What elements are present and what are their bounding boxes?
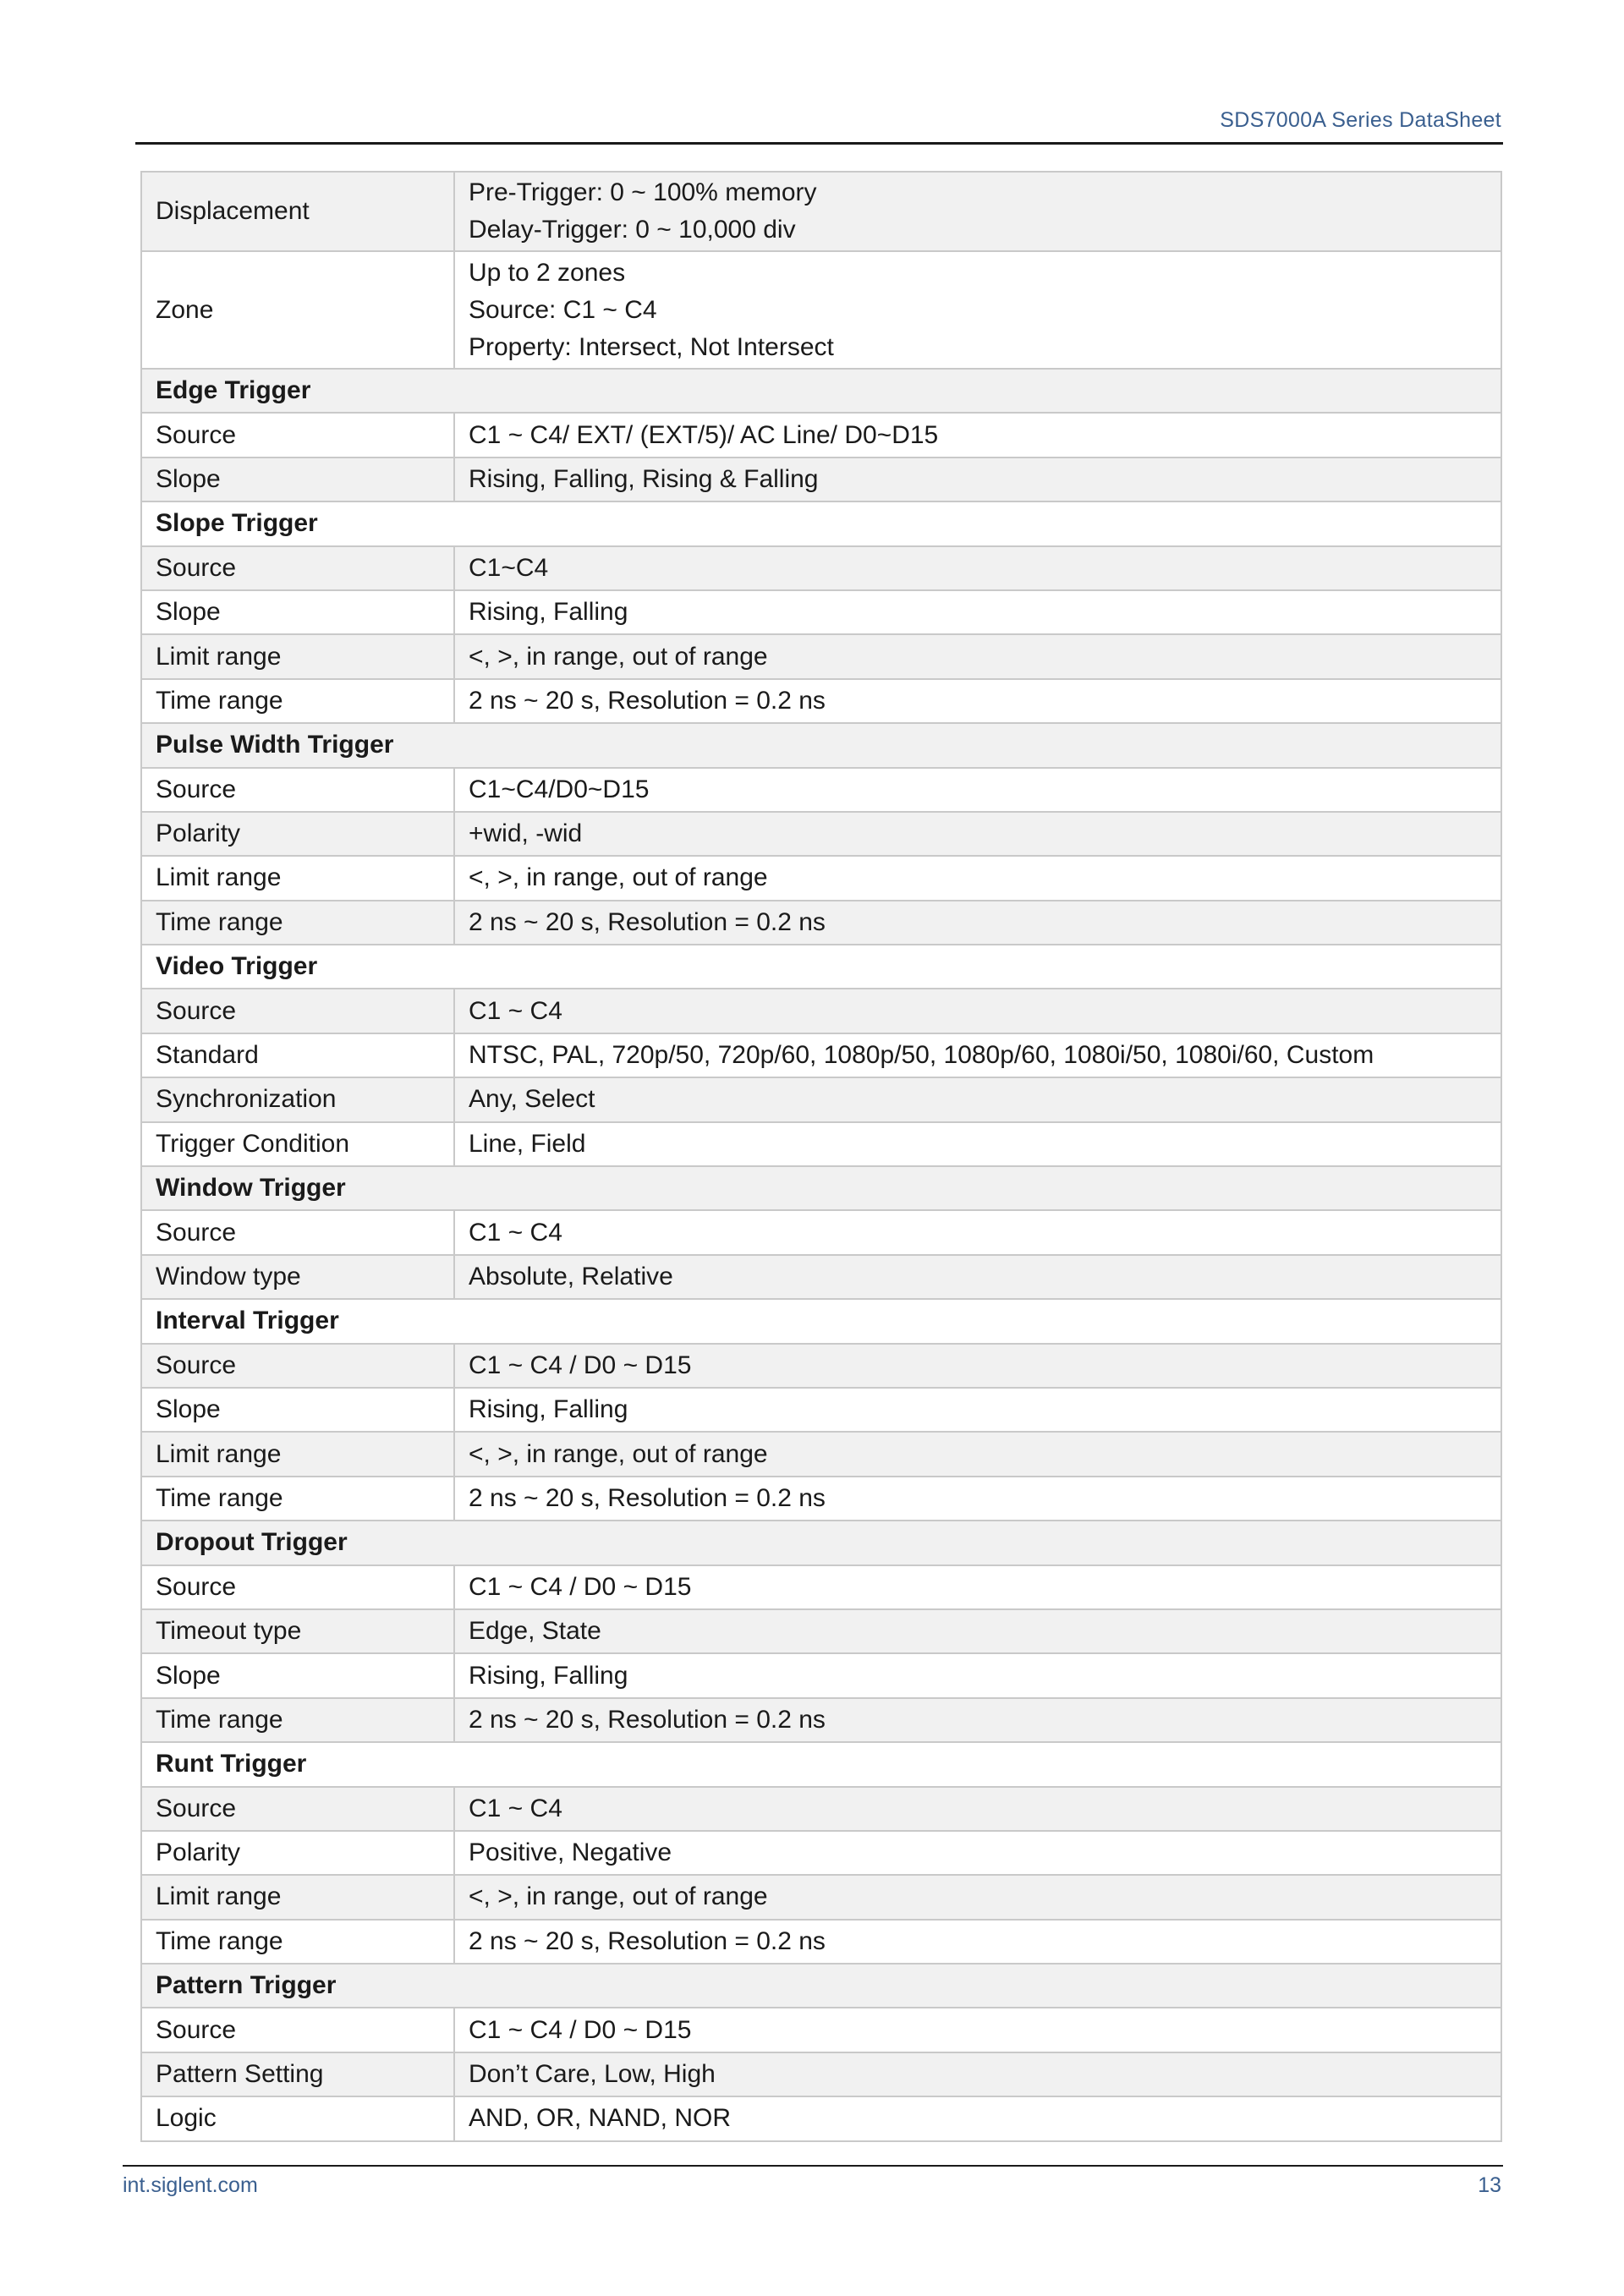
spec-value-cell <box>454 1875 1501 1919</box>
spec-label: Source <box>141 2008 454 2052</box>
spec-row <box>141 1787 1501 1831</box>
spec-value-cell <box>454 1122 1501 1166</box>
spec-value: 2 ns ~ 20 s, Resolution = 0.2 ns <box>469 686 826 715</box>
spec-value: Property: Intersect, Not Intersect <box>469 332 834 361</box>
spec-value-cell <box>454 812 1501 856</box>
spec-value: Line, Field <box>469 1129 586 1158</box>
spec-value-cell <box>454 856 1501 900</box>
spec-value: Up to 2 zones <box>469 258 626 287</box>
spec-row <box>141 1344 1501 1388</box>
spec-label: Limit range <box>141 1875 454 1919</box>
spec-value-cell <box>454 1077 1501 1121</box>
spec-row <box>141 1432 1501 1476</box>
spec-value-cell <box>454 251 1501 369</box>
spec-value: C1~C4/D0~D15 <box>469 775 650 803</box>
spec-value: Positive, Negative <box>469 1838 672 1867</box>
spec-value: Don’t Care, Low, High <box>469 2060 716 2089</box>
spec-table-body <box>141 172 1501 2141</box>
spec-value: AND, OR, NAND, NOR <box>469 2104 732 2133</box>
spec-value-cell <box>454 1609 1501 1653</box>
spec-row <box>141 679 1501 723</box>
spec-row <box>141 413 1501 457</box>
spec-value: <, >, in range, out of range <box>469 1439 768 1468</box>
spec-label: Standard <box>141 1033 454 1077</box>
spec-row <box>141 2052 1501 2096</box>
spec-row <box>141 1698 1501 1742</box>
spec-row <box>141 1653 1501 1697</box>
trigger-spec-table <box>140 171 1502 2142</box>
spec-value: C1 ~ C4 / D0 ~ D15 <box>469 1351 692 1379</box>
spec-value-cell <box>454 1653 1501 1697</box>
spec-value-cell <box>454 413 1501 457</box>
spec-value-cell <box>454 1033 1501 1077</box>
spec-row <box>141 2008 1501 2052</box>
spec-value: Pre-Trigger: 0 ~ 100% memory <box>469 178 817 206</box>
section-title: Dropout Trigger <box>141 1521 1501 1564</box>
spec-label: Time range <box>141 901 454 945</box>
section-header-row <box>141 1166 1501 1210</box>
spec-value-cell <box>454 2052 1501 2096</box>
section-header-row <box>141 369 1501 413</box>
spec-value-cell <box>454 1255 1501 1299</box>
spec-value: Absolute, Relative <box>469 1263 673 1290</box>
spec-row <box>141 458 1501 501</box>
spec-value-cell <box>454 546 1501 590</box>
spec-label: Synchronization <box>141 1077 454 1121</box>
section-header-row <box>141 1521 1501 1564</box>
spec-row <box>141 1388 1501 1432</box>
section-title: Video Trigger <box>141 945 1501 989</box>
spec-value: <, >, in range, out of range <box>469 863 768 892</box>
spec-row <box>141 812 1501 856</box>
spec-row <box>141 1210 1501 1254</box>
spec-value: C1~C4 <box>469 553 549 582</box>
spec-value-cell <box>454 1344 1501 1388</box>
spec-label: Timeout type <box>141 1609 454 1653</box>
footer-website-link[interactable]: int.siglent.com <box>123 2173 258 2197</box>
spec-value: NTSC, PAL, 720p/50, 720p/60, 1080p/50, 1080p/60, 1080i/50, 1080i/60, Custom <box>469 1041 1374 1070</box>
spec-row <box>141 1831 1501 1875</box>
spec-value: Rising, Falling, Rising & Falling <box>469 464 819 493</box>
spec-value-cell <box>454 1698 1501 1742</box>
spec-value-cell <box>454 1831 1501 1875</box>
spec-value-cell <box>454 1388 1501 1432</box>
spec-label: Limit range <box>141 856 454 900</box>
spec-value-cell <box>454 1210 1501 1254</box>
spec-value: C1 ~ C4 / D0 ~ D15 <box>469 1572 692 1601</box>
header-divider <box>135 142 1503 145</box>
section-title: Pulse Width Trigger <box>141 723 1501 767</box>
section-title: Pattern Trigger <box>141 1964 1501 2008</box>
spec-value: Rising, Falling <box>469 1661 628 1690</box>
spec-row <box>141 989 1501 1033</box>
spec-row <box>141 1875 1501 1919</box>
page-number: 13 <box>1478 2173 1501 2197</box>
section-header-row <box>141 1299 1501 1343</box>
spec-label: Source <box>141 768 454 812</box>
spec-row <box>141 546 1501 590</box>
spec-value-cell <box>454 989 1501 1033</box>
spec-value-cell <box>454 634 1501 678</box>
section-header-row <box>141 501 1501 545</box>
section-header-row <box>141 1742 1501 1786</box>
spec-value: C1 ~ C4 <box>469 1794 562 1822</box>
spec-value-cell <box>454 679 1501 723</box>
spec-label: Source <box>141 1210 454 1254</box>
spec-label: Polarity <box>141 812 454 856</box>
spec-label: Time range <box>141 1477 454 1521</box>
spec-value: <, >, in range, out of range <box>469 1882 768 1911</box>
spec-value-cell <box>454 2096 1501 2140</box>
spec-label: Slope <box>141 458 454 501</box>
spec-label: Time range <box>141 1698 454 1742</box>
spec-row <box>141 1033 1501 1077</box>
spec-row <box>141 1477 1501 1521</box>
section-title: Edge Trigger <box>141 369 1501 413</box>
spec-row <box>141 251 1501 369</box>
spec-value: 2 ns ~ 20 s, Resolution = 0.2 ns <box>469 1483 826 1512</box>
spec-value: Rising, Falling <box>469 1395 628 1424</box>
spec-label: Slope <box>141 590 454 634</box>
spec-label: Trigger Condition <box>141 1122 454 1166</box>
spec-value-cell <box>454 768 1501 812</box>
spec-label: Limit range <box>141 1432 454 1476</box>
spec-value-cell <box>454 1565 1501 1609</box>
spec-value-cell <box>454 458 1501 501</box>
section-title: Window Trigger <box>141 1166 1501 1210</box>
spec-value: Any, Select <box>469 1085 595 1114</box>
spec-row <box>141 768 1501 812</box>
spec-value-cell <box>454 172 1501 251</box>
spec-row <box>141 590 1501 634</box>
spec-label: Pattern Setting <box>141 2052 454 2096</box>
spec-label: Time range <box>141 1920 454 1964</box>
spec-value: Delay-Trigger: 0 ~ 10,000 div <box>469 216 796 244</box>
spec-label: Window type <box>141 1255 454 1299</box>
spec-value: +wid, -wid <box>469 819 583 848</box>
spec-value: Edge, State <box>469 1617 601 1646</box>
spec-label: Source <box>141 413 454 457</box>
spec-label: Source <box>141 1344 454 1388</box>
spec-row <box>141 1609 1501 1653</box>
spec-value: 2 ns ~ 20 s, Resolution = 0.2 ns <box>469 1926 826 1955</box>
spec-row <box>141 901 1501 945</box>
spec-value: C1 ~ C4 <box>469 1218 562 1247</box>
spec-label: Source <box>141 1787 454 1831</box>
section-title: Runt Trigger <box>141 1742 1501 1786</box>
spec-label: Slope <box>141 1653 454 1697</box>
spec-label: Limit range <box>141 634 454 678</box>
spec-value-cell <box>454 901 1501 945</box>
spec-value-cell <box>454 1477 1501 1521</box>
spec-label: Slope <box>141 1388 454 1432</box>
spec-row <box>141 856 1501 900</box>
spec-row <box>141 172 1501 251</box>
spec-value: C1 ~ C4 <box>469 996 562 1025</box>
spec-label: Source <box>141 989 454 1033</box>
spec-value: C1 ~ C4 / D0 ~ D15 <box>469 2015 692 2044</box>
spec-value-cell <box>454 2008 1501 2052</box>
spec-row <box>141 2096 1501 2140</box>
section-header-row <box>141 723 1501 767</box>
section-title: Interval Trigger <box>141 1299 1501 1343</box>
section-title: Slope Trigger <box>141 501 1501 545</box>
spec-value: <, >, in range, out of range <box>469 642 768 671</box>
spec-label: Logic <box>141 2096 454 2140</box>
spec-label: Source <box>141 1565 454 1609</box>
spec-value-cell <box>454 1787 1501 1831</box>
spec-label: Time range <box>141 679 454 723</box>
spec-value: Source: C1 ~ C4 <box>469 295 657 324</box>
spec-row <box>141 1920 1501 1964</box>
spec-label: Source <box>141 546 454 590</box>
spec-label: Polarity <box>141 1831 454 1875</box>
spec-value: 2 ns ~ 20 s, Resolution = 0.2 ns <box>469 907 826 936</box>
section-header-row <box>141 945 1501 989</box>
spec-row <box>141 1255 1501 1299</box>
spec-row <box>141 1122 1501 1166</box>
spec-value-cell <box>454 590 1501 634</box>
spec-label: Displacement <box>141 172 454 251</box>
spec-row <box>141 1565 1501 1609</box>
footer-divider <box>123 2165 1503 2167</box>
spec-value-cell <box>454 1432 1501 1476</box>
spec-value: 2 ns ~ 20 s, Resolution = 0.2 ns <box>469 1705 826 1734</box>
spec-label: Zone <box>141 251 454 369</box>
spec-value: C1 ~ C4/ EXT/ (EXT/5)/ AC Line/ D0~D15 <box>469 420 939 449</box>
spec-value-cell <box>454 1920 1501 1964</box>
spec-row <box>141 634 1501 678</box>
section-header-row <box>141 1964 1501 2008</box>
spec-value: Rising, Falling <box>469 598 628 627</box>
header-title: SDS7000A Series DataSheet <box>1220 108 1501 132</box>
spec-row <box>141 1077 1501 1121</box>
